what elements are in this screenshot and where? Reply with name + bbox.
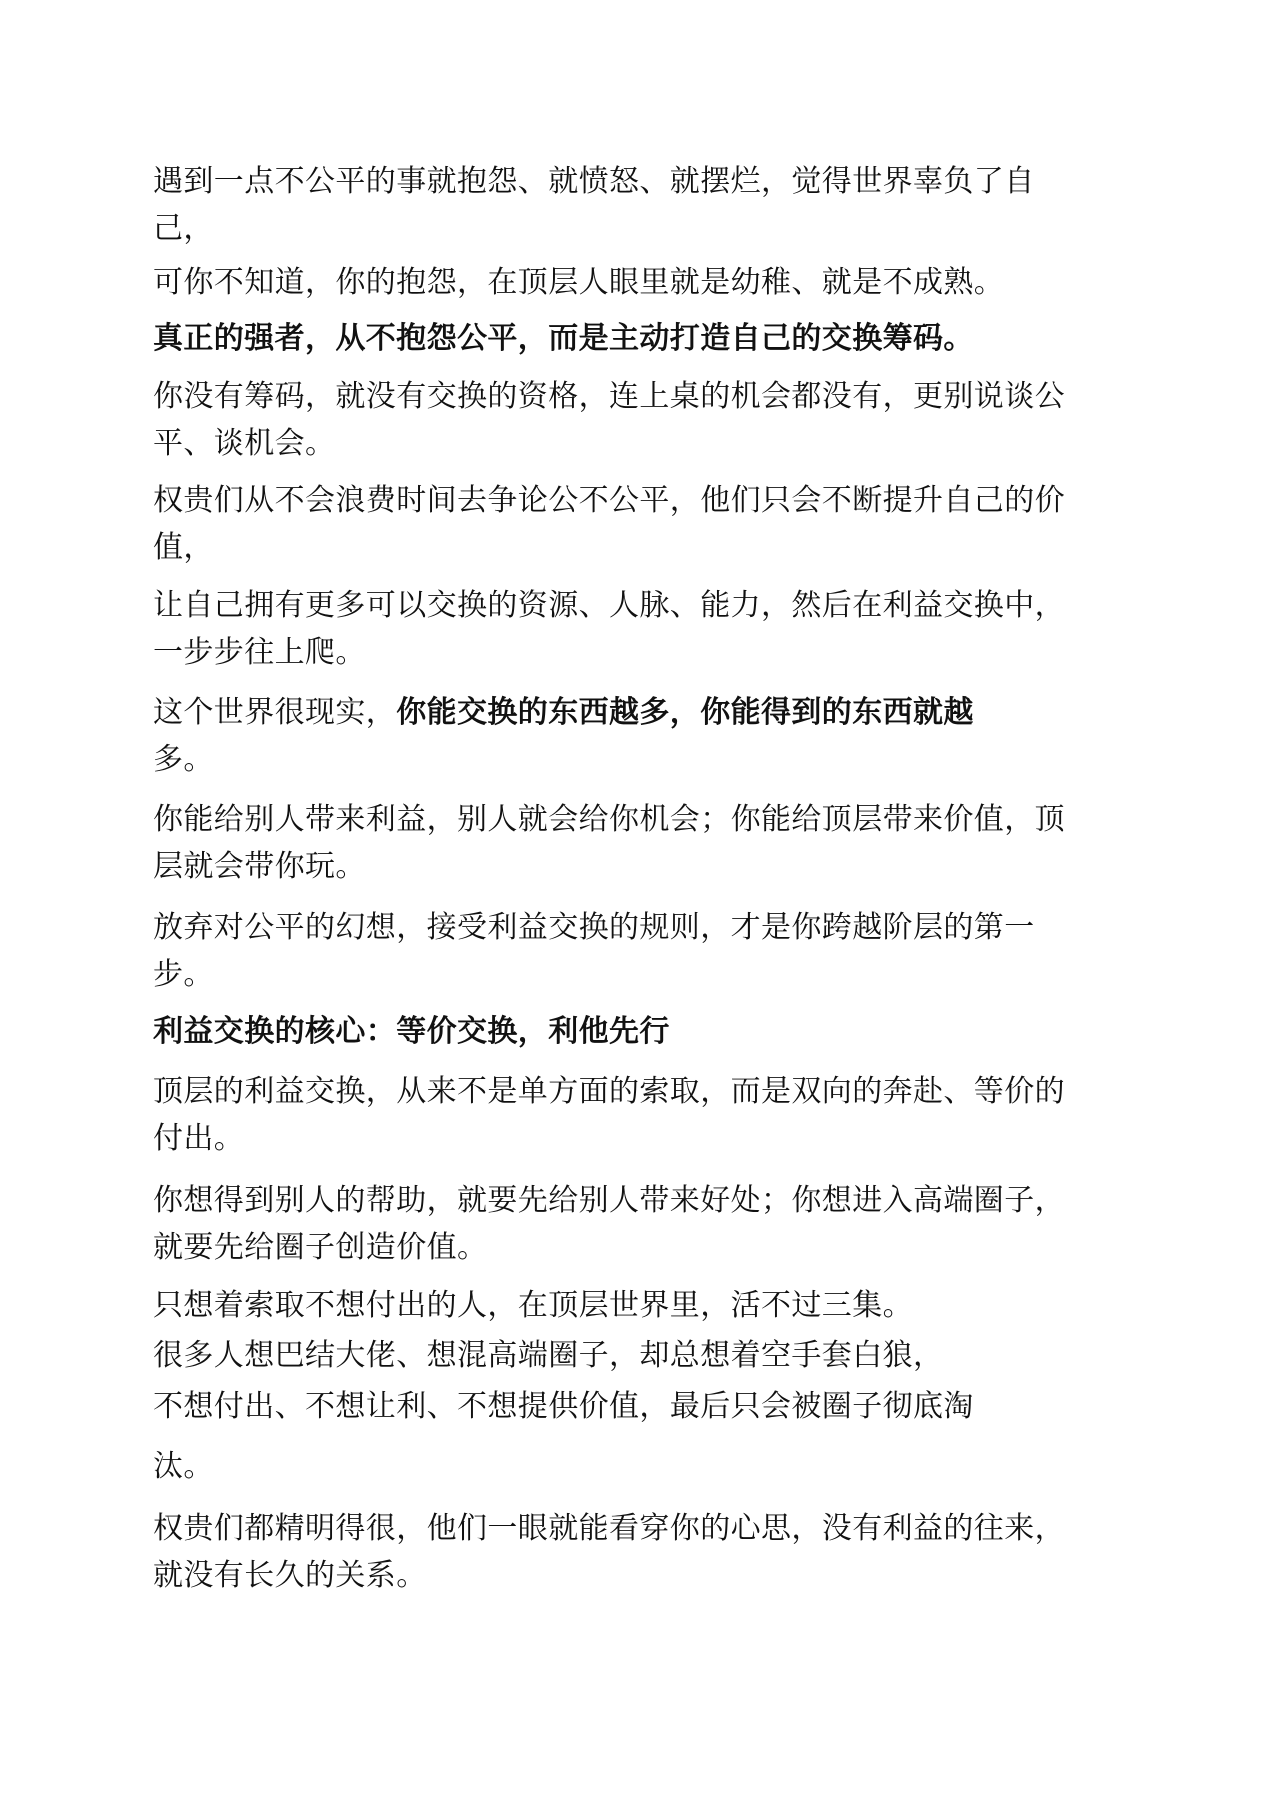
section-heading: 利益交换的核心：等价交换，利他先行	[153, 1014, 670, 1049]
paragraph-lead-text: 这个世界很现实，	[153, 695, 397, 730]
paragraph-tail-text: 汰。	[153, 1449, 214, 1484]
paragraph: 可你不知道，你的抱怨，在顶层人眼里就是幼稚、就是不成熟。	[153, 265, 1005, 300]
paragraph: 只想着索取不想付出的人，在顶层世界里，活不过三集。	[153, 1288, 913, 1323]
paragraph: 顶层的利益交换，从来不是单方面的索取，而是双向的奔赴、等价的付出。	[153, 1074, 1065, 1156]
paragraph: 权贵们从不会浪费时间去争论公不公平，他们只会不断提升自己的价值，	[153, 483, 1065, 565]
paragraph: 放弃对公平的幻想，接受利益交换的规则，才是你跨越阶层的第一步。	[153, 910, 1035, 992]
paragraph	[153, 1443, 1093, 1490]
paragraph: 让自己拥有更多可以交换的资源、人脉、能力，然后在利益交换中，一步步往上爬。	[153, 588, 1065, 670]
paragraph: 权贵们都精明得很，他们一眼就能看穿你的心思，没有利益的往来，就没有长久的关系。	[153, 1511, 1065, 1593]
mixed-paragraph	[153, 689, 1093, 783]
paragraph: 遇到一点不公平的事就抱怨、就愤怒、就摆烂，觉得世界辜负了自己，	[153, 164, 1035, 246]
paragraph: 你能给别人带来利益，别人就会给你机会；你能给顶层带来价值，顶层就会带你玩。	[153, 802, 1065, 884]
paragraph-tail-text: 多。	[153, 742, 214, 777]
paragraph: 你想得到别人的帮助，就要先给别人带来好处；你想进入高端圈子，就要先给圈子创造价值。	[153, 1183, 1065, 1265]
paragraph: 不想付出、不想让利、不想提供价值，最后只会被圈子彻底淘	[153, 1389, 974, 1424]
paragraph: 你没有筹码，就没有交换的资格，连上桌的机会都没有，更别说谈公平、谈机会。	[153, 379, 1065, 461]
paragraph: 很多人想巴结大佬、想混高端圈子，却总想着空手套白狼，	[153, 1338, 944, 1373]
paragraph-bold-text: 你能交换的东西越多，你能得到的东西就越	[396, 695, 974, 730]
document-body	[153, 158, 1093, 1599]
bold-paragraph: 真正的强者，从不抱怨公平，而是主动打造自己的交换筹码。	[153, 321, 974, 356]
